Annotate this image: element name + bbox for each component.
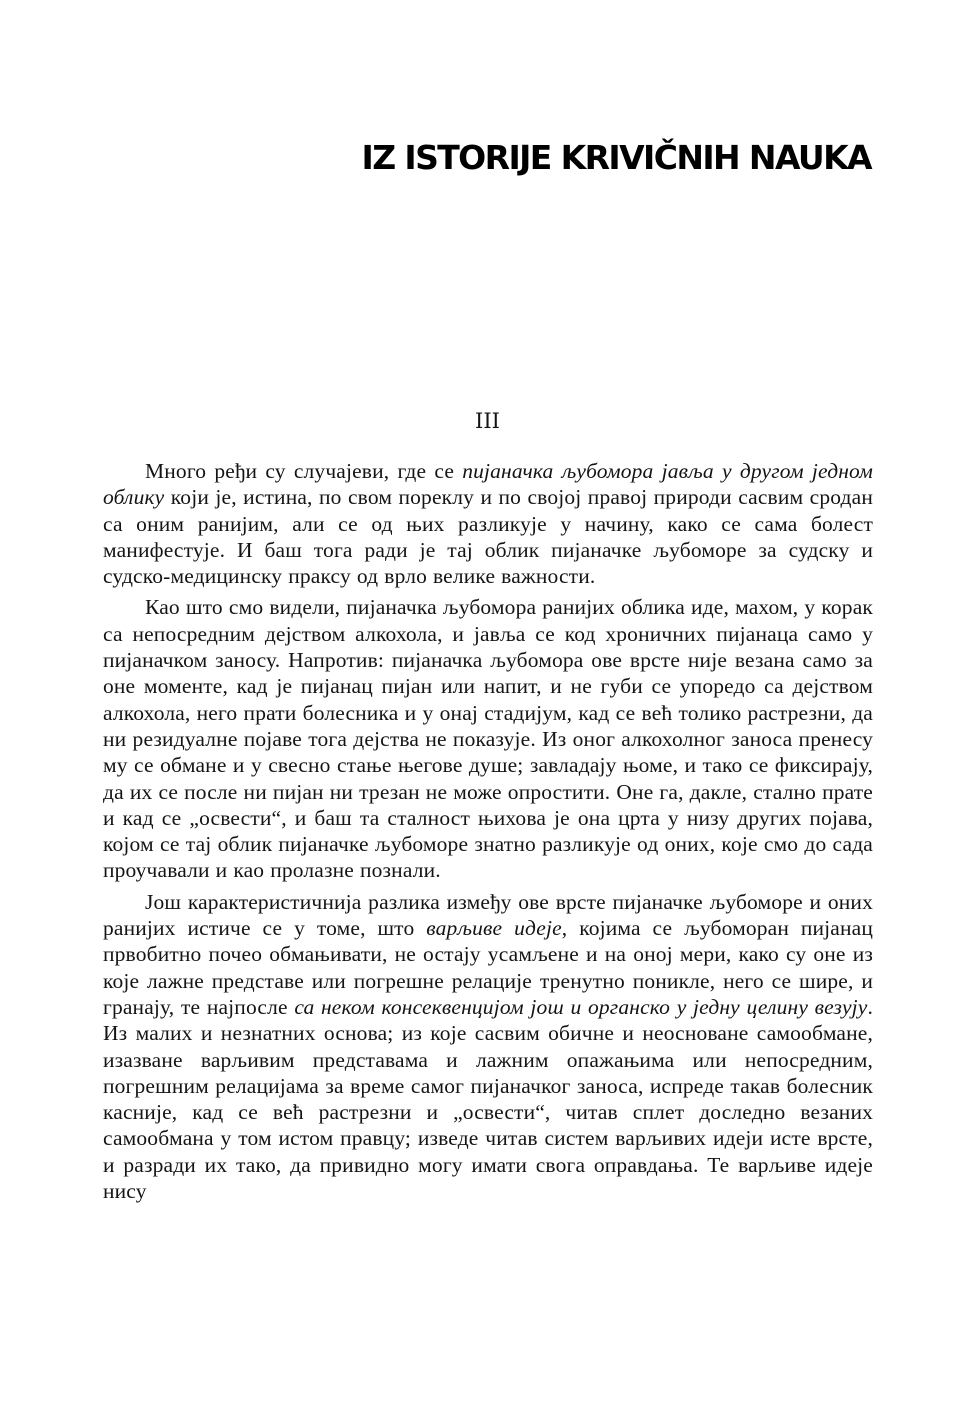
paragraph-1-text: Много рeђи су случајеви, где се [145,459,463,483]
paragraph-3-text-end: . Из малих и незнатних основа; из које сасвим обичне и неосноване самообмане, изазване варљивим представама и лажним опажањима или непосредним, погрешним релацијама за време самог пијаначког заноса, испреде такав болесник касније, кад се већ растрезни и „освести“, читав сплет доследно везаних самообмана у том истом правцу; изведе читав систем варљивих идеји исте врсте, и разради их тако, да привидно могу имати свога оправдања. Те варљиве идеје нису [103,994,873,1204]
paragraph-3-emphasis-2: са неком консеквенцијом још и органско у једну целину везују [294,994,868,1019]
paragraph-3-text-continued: , којима се љубоморан пијанац првобитно почео обмањивати, не остају усамљене и на оној мери, како су оне из које лажне представе или погрешне релације тренутно поникле, него се шире, и гранају, те најпосле [103,916,873,1019]
section-number: III [475,409,500,433]
paragraph-3-emphasis-1: варљиве идеје [426,916,562,941]
body-text [103,458,873,1209]
paragraph-3-text: Још карактеристичнија разлика између ове врсте пијаначке љубоморе и оних ранијих истиче се у томе, што [103,889,873,941]
paragraph-3 [103,889,873,1205]
paragraph-2-text: Као што смо видели, пијаначка љубомора ранијих облика иде, махом, у корак са непосредним дејством алкохола, и јавља се код хроничних пијанаца само у пијаначком заносу. Напротив: пијаначка љубомора ове врсте није везана само за оне моменте, кад је пијанац пијан или напит, и не губи се упоредо са дејством алкохола, него прати болесника и у онај стадијум, кад се већ толико растрезни, да ни резидуалне појаве тога дејства не показује. Из оног алкохолног заноса пренесу му се обмане и у свесно стање његове душе; завладају њоме, и тако се фиксирају, да их се после ни пијан ни трезан не може опростити. Оне га, дакле, стално прате и кад се „освести“, и баш та сталност њихова је она црта у низу других појава, којом се тај облик пијаначке љубоморе знатно разликује од оних, које смо до сада проучавали и као пролазне познали. [103,595,873,883]
running-header: IZ ISTORIJE KRIVIČNIH NAUKA [361,138,871,177]
paragraph-1-emphasis: пијаначка љубомора јавља у другом једном облику [103,459,873,510]
paragraph-1 [103,458,873,589]
paragraph-1-text-continued: који је, истина, по свом пореклу и по својој правој природи сасвим сродан са оним ранијим, али се од њих разликује у начину, како се сама болест манифестује. И баш тога ради је тај облик пијаначке љубоморе за судску и судско-медицинску праксу од врло велике важности. [103,485,873,589]
paragraph-2 [103,594,873,883]
